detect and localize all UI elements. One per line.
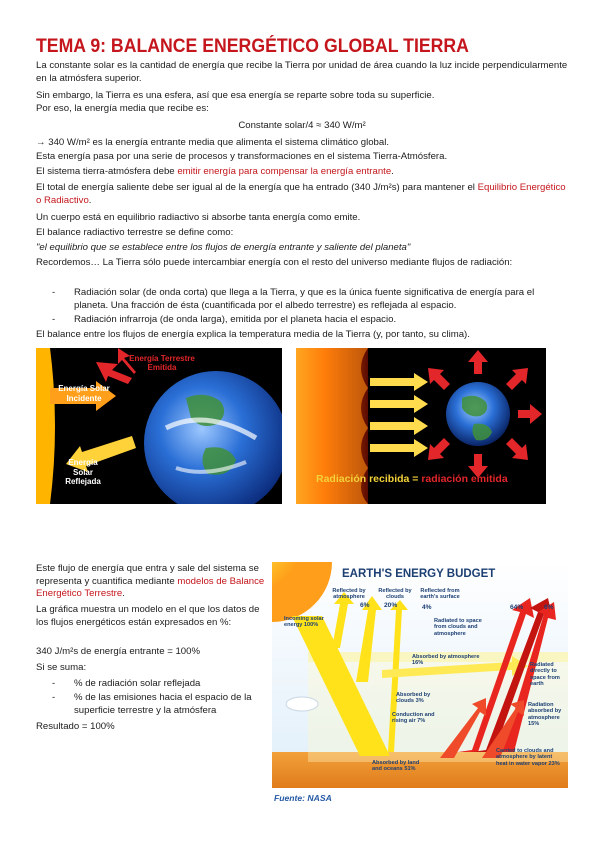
label-radiated-clouds: Radiated to space from clouds and atmosphere	[434, 618, 482, 637]
pct-reflected-surface: 4%	[422, 604, 432, 611]
label-reflected: Energía Solar Reflejada	[65, 458, 101, 486]
pct-reflected-atmosphere: 6%	[360, 602, 370, 609]
label-incident: Energía Solar Incidente	[58, 384, 110, 403]
pct-reflected-clouds: 20%	[384, 602, 398, 609]
paragraph-processes: Esta energía pasa por una serie de procesos y transformaciones en el sistema Tierra-Atmósfera.	[36, 151, 448, 162]
label-reflected-clouds: Reflected by clouds	[378, 588, 412, 601]
radiation-balance-image	[296, 348, 546, 504]
quote: "el equilibrio que se establece entre los flujos de energía entrante y saliente del planeta"	[36, 242, 411, 253]
paragraph-body-equilibrium: Un cuerpo está en equilibrio radiactivo si absorbe tanta energía como emite.	[36, 212, 361, 223]
paragraph-340: → 340 W/m² es la energía entrante media que alimenta el sistema climático global.	[36, 137, 390, 148]
label-radiated-direct: Radiated directly to space from earth	[530, 662, 560, 688]
paragraph-definition: El balance radiactivo terrestre se define como:	[36, 227, 234, 238]
energy-budget-diagram	[272, 562, 568, 788]
earth-energy-image	[36, 348, 282, 504]
page-title: TEMA 9: BALANCE ENERGÉTICO GLOBAL TIERRA	[36, 36, 469, 57]
paragraph-equilibrium: El total de energía saliente debe ser igual al de la energía que ha entrado (340 J/m²s) para mantener el Equilibrio Energético o Radiactivo.	[36, 182, 566, 206]
source-credit: Fuente: NASA	[274, 793, 332, 803]
paragraph-incoming: 340 J/m²s de energía entrante = 100%	[36, 646, 200, 657]
highlight-equilibrium: Equilibrio Energético o Radiactivo	[36, 182, 566, 206]
balance-caption: Radiación recibida = radiación emitida	[316, 473, 508, 485]
label-absorbed-land: Absorbed by land and oceans 51%	[372, 760, 420, 773]
paragraph-average: Por eso, la energía media que recibe es:	[36, 103, 209, 114]
paragraph-sphere: Sin embargo, la Tierra es una esfera, así que esa energía se reparte sobre toda su superficie.	[36, 90, 435, 101]
label-emitted: Energía Terrestre Emitida	[129, 354, 195, 372]
bullet-infrared: Radiación infrarroja (de onda larga), emitida por el planeta hacia el espacio.	[74, 314, 397, 325]
budget-title: EARTH'S ENERGY BUDGET	[342, 568, 496, 580]
paragraph-remember: Recordemos… La Tierra sólo puede intercambiar energía con el resto del universo mediante flujos de radiación:	[36, 257, 513, 268]
label-absorbed-atmosphere: Absorbed by atmosphere 16%	[412, 654, 480, 667]
bullet-marker: -	[52, 692, 56, 703]
label-absorbed-clouds: Absorbed by clouds 3%	[396, 692, 431, 705]
bullet-marker: -	[52, 314, 56, 325]
bullet-reflected: % de radiación solar reflejada	[74, 678, 201, 689]
label-radiation-absorbed: Radiation absorbed by atmosphere 15%	[528, 702, 562, 728]
label-reflected-surface: Reflected from earth's surface	[420, 588, 460, 601]
paragraph-model: Este flujo de energía que entra y sale del sistema se representa y cuantifica mediante modelos de Balance Energético Terrestre.	[36, 563, 265, 600]
formula: Constante solar/4 ≈ 340 W/m²	[238, 120, 366, 131]
bullet-emissions: % de las emisiones hacia el espacio de la superficie terrestre y la atmósfera	[74, 692, 252, 716]
paragraph-solar-constant: La constante solar es la cantidad de energía que recibe la Tierra por unidad de área cuando la luz incide perpendicularmente en la atmósfera superior.	[36, 60, 568, 84]
label-incoming: Incoming solar energy 100%	[284, 616, 324, 629]
pct-6: 6%	[544, 604, 554, 611]
paragraph-graph: La gráfica muestra un modelo en el que los datos de los flujos energéticos están expresados en %:	[36, 604, 260, 628]
label-reflected-atmosphere: Reflected by atmosphere	[332, 588, 366, 601]
label-conduction: Conduction and rising air 7%	[392, 712, 435, 725]
paragraph-emit: El sistema tierra-atmósfera debe emitir energía para compensar la energía entrante.	[36, 166, 394, 177]
bullet-marker: -	[52, 287, 56, 298]
paragraph-balance: El balance entre los flujos de energía explica la temperatura media de la Tierra (y, por tanto, su clima).	[36, 329, 470, 340]
pct-64: 64%	[510, 604, 524, 611]
paragraph-sum: Si se suma:	[36, 662, 87, 673]
paragraph-result: Resultado = 100%	[36, 721, 115, 732]
highlight-emit: emitir energía para compensar la energía entrante	[177, 166, 392, 177]
label-carried: Carried to clouds and atmosphere by latent heat in water vapor 23%	[496, 748, 560, 767]
bullet-solar: Radiación solar (de onda corta) que llega a la Tierra, y que es la única fuente significativa de energía para el planeta. Una fracción de ésta (cuantificada por el albedo terrestre) es reflejada al espacio.	[74, 287, 535, 311]
highlight-model: modelos de Balance Energético Terrestre	[36, 575, 265, 600]
bullet-marker: -	[52, 678, 56, 689]
